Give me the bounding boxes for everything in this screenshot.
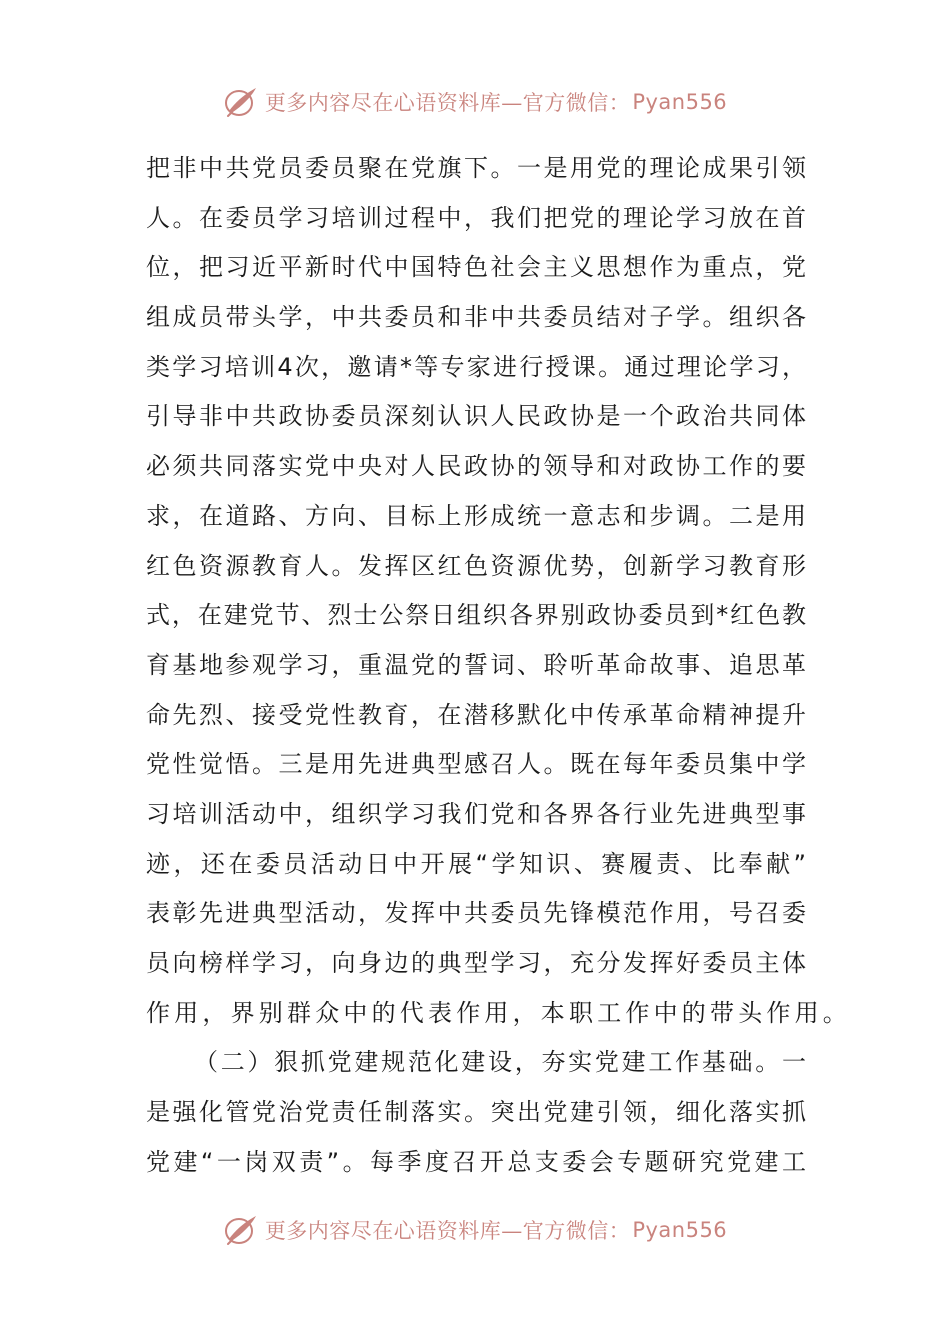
- text-line: 求，在道路、方向、目标上形成统一意志和步调。二是用: [146, 501, 806, 530]
- watermark-text: 更多内容尽在心语资料库—官方微信：: [264, 91, 631, 115]
- text-line: 把非中共党员委员聚在党旗下。一是用党的理论成果引领: [146, 154, 806, 182]
- paragraph-last-line: 作用，界别群众中的代表作用，本职工作中的带头作用。: [146, 998, 851, 1027]
- quill-logo-icon: [223, 85, 259, 119]
- header-watermark: [0, 82, 950, 122]
- text-line: 习培训活动中，组织学习我们党和各界各行业先进典型事: [146, 799, 806, 828]
- text-line: 红色资源教育人。发挥区红色资源优势，创新学习教育形: [146, 551, 806, 580]
- text-line: 命先烈、接受党性教育，在潜移默化中传承革命精神提升: [146, 700, 806, 729]
- text-line: 育基地参观学习，重温党的誓词、聆听革命故事、追思革: [146, 650, 806, 679]
- text-line: 党性觉悟。三是用先进典型感召人。既在每年委员集中学: [146, 750, 806, 779]
- text-line: 表彰先进典型活动，发挥中共委员先锋模范作用，号召委: [146, 899, 806, 928]
- text-line: 引导非中共政协委员深刻认识人民政协是一个政治共同体: [146, 402, 806, 431]
- text-line: 位，把习近平新时代中国特色社会主义思想作为重点，党: [146, 253, 806, 282]
- footer-watermark: [0, 1210, 950, 1250]
- text-line: 组成员带头学，中共委员和非中共委员结对子学。组织各: [146, 303, 806, 332]
- text-line: 必须共同落实党中央对人民政协的领导和对政协工作的要: [146, 452, 806, 481]
- text-line: 是强化管党治党责任制落实。突出党建引领，细化落实抓: [146, 1098, 806, 1127]
- watermark-wechat-id: Pyan556: [632, 90, 728, 114]
- text-line: 迹，还在委员活动日中开展“学知识、赛履责、比奉献”: [146, 849, 806, 878]
- document-body: [146, 144, 851, 1187]
- text-line: 党建“一岗双责”。每季度召开总支委会专题研究党建工: [146, 1147, 806, 1176]
- text-line: 员向榜样学习，向身边的典型学习，充分发挥好委员主体: [146, 949, 806, 977]
- watermark-text: 更多内容尽在心语资料库—官方微信：: [264, 1219, 631, 1243]
- text-line: 类学习培训4次，邀请*等专家进行授课。通过理论学习，: [146, 352, 806, 381]
- quill-logo-icon: [223, 1213, 259, 1247]
- text-line: 人。在委员学习培训过程中，我们把党的理论学习放在首: [146, 203, 806, 232]
- text-line: 式，在建党节、烈士公祭日组织各界别政协委员到*红色教: [146, 601, 806, 630]
- section-heading-line: （二）狠抓党建规范化建设，夯实党建工作基础。一: [194, 1048, 806, 1077]
- watermark-wechat-id: Pyan556: [632, 1218, 728, 1242]
